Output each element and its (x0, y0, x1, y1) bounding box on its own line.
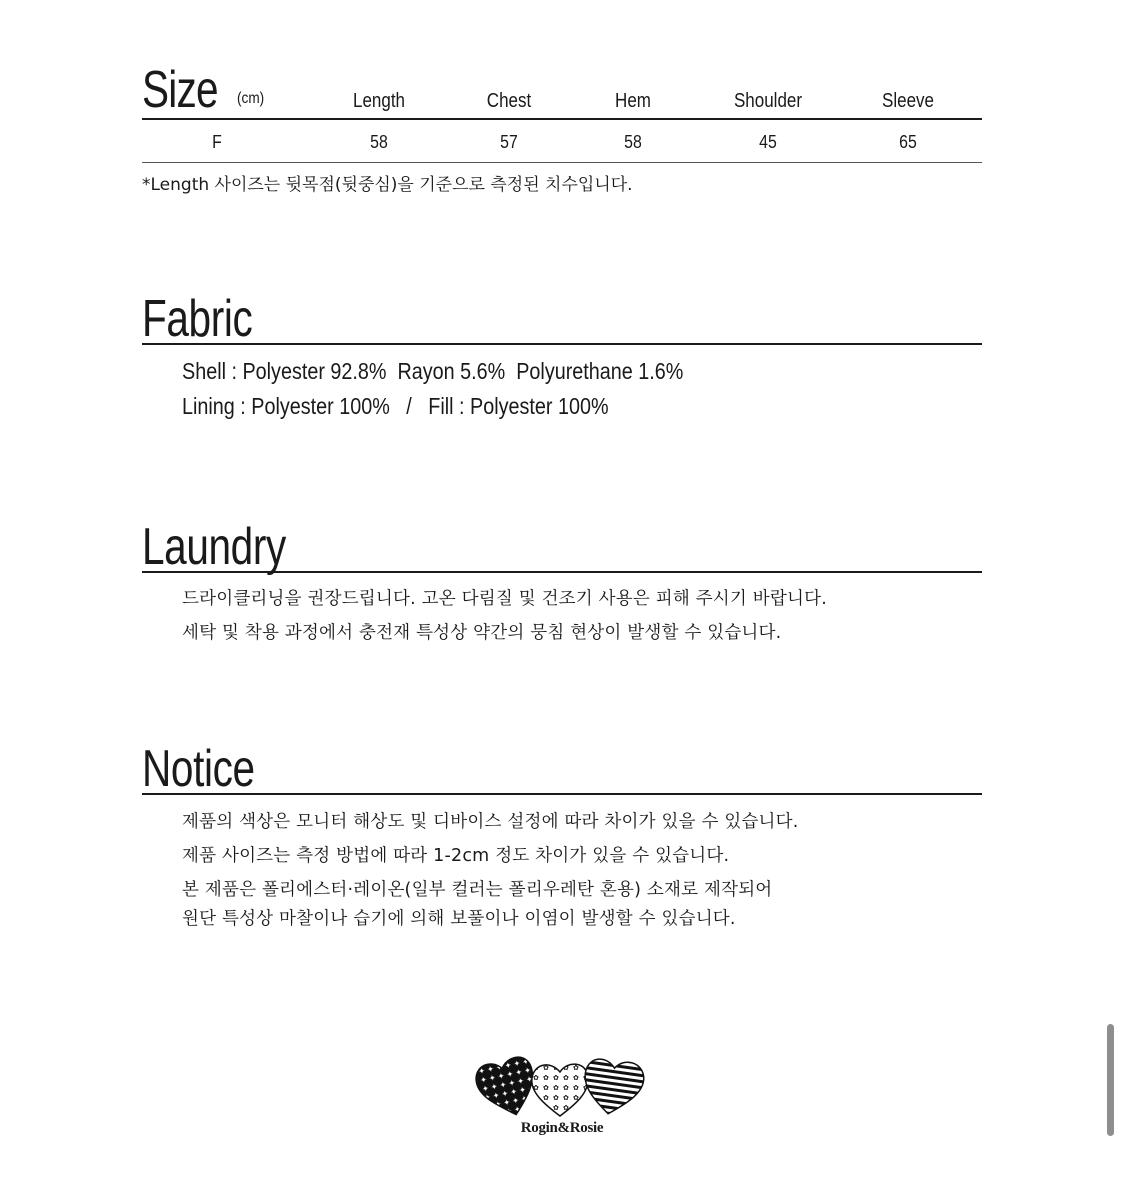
three-hearts-icon (472, 1052, 652, 1120)
fabric-lining-line: Lining : Polyester 100% / Fill : Polyester 100% (182, 393, 609, 419)
notice-line-3: 본 제품은 폴리에스터·레이온(일부 컬러는 폴리우레탄 혼용) 소재로 제작되어 (182, 880, 773, 900)
col-sleeve: Sleeve (882, 90, 934, 112)
fabric-title: Fabric (142, 290, 253, 348)
fabric-header (142, 289, 982, 348)
fabric-shell-line: Shell : Polyester 92.8% Rayon 5.6% Polyurethane 1.6% (182, 358, 684, 384)
hem-value: 58 (624, 132, 642, 152)
notice-line-1: 제품의 색상은 모니터 해상도 및 디바이스 설정에 따라 차이가 있을 수 있습니다. (182, 812, 799, 832)
laundry-line-1: 드라이클리닝을 권장드립니다. 고온 다림질 및 건조기 사용은 피해 주시기 바랍니다. (182, 589, 827, 609)
laundry-title: Laundry (142, 518, 286, 576)
size-title: Size (142, 61, 218, 119)
chest-value: 57 (500, 132, 518, 152)
col-shoulder: Shoulder (733, 90, 803, 112)
length-value: 58 (370, 132, 388, 152)
shoulder-value: 45 (759, 132, 777, 152)
col-hem: Hem (615, 90, 651, 112)
laundry-line-2: 세탁 및 착용 과정에서 충전재 특성상 약간의 뭉침 현상이 발생할 수 있습니다. (182, 623, 782, 643)
brand-logo-text: Rogin&Rosie (520, 1120, 604, 1136)
notice-title: Notice (142, 740, 255, 798)
col-length: Length (353, 90, 405, 112)
size-row-f (142, 128, 982, 163)
col-chest: Chest (486, 90, 532, 112)
laundry-header (142, 517, 982, 576)
scrollbar[interactable] (1107, 1024, 1114, 1136)
notice-line-2: 제품 사이즈는 측정 방법에 따라 1-2cm 정도 차이가 있을 수 있습니다. (182, 846, 730, 866)
size-header (142, 62, 982, 120)
brand-logo (472, 1052, 652, 1152)
size-unit: (cm) (237, 90, 265, 107)
size-note: *Length 사이즈는 뒷목점(뒷중심)을 기준으로 측정된 치수입니다. (142, 175, 633, 195)
notice-line-4: 원단 특성상 마찰이나 습기에 의해 보풀이나 이염이 발생할 수 있습니다. (182, 909, 736, 929)
sleeve-value: 65 (899, 132, 917, 152)
notice-header (142, 739, 982, 798)
size-label: F (212, 132, 222, 152)
